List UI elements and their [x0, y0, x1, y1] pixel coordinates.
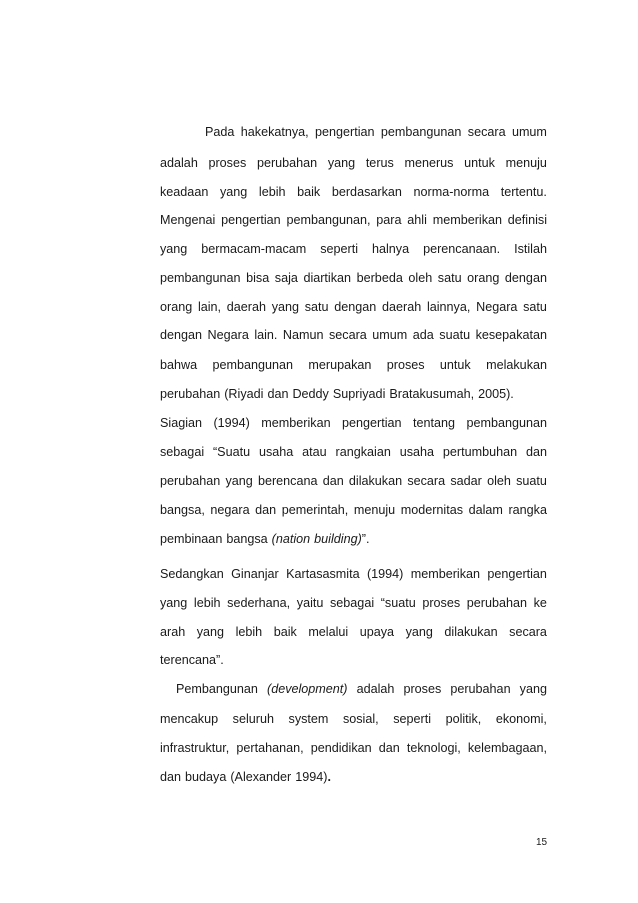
text-line	[160, 241, 547, 257]
word: berbeda	[356, 271, 403, 285]
word: yaitu	[296, 596, 324, 610]
word: secara	[407, 474, 446, 488]
word: diartikan	[303, 271, 352, 285]
word: bermacam-macam	[201, 242, 307, 256]
word: lain,	[197, 300, 222, 314]
word: proses	[208, 156, 247, 170]
word: dan	[267, 387, 289, 401]
word: infrastruktur,	[160, 741, 230, 755]
word: dan	[378, 741, 400, 755]
word: upaya	[359, 625, 395, 639]
word: melalui	[308, 625, 349, 639]
word: dengan	[160, 328, 203, 342]
word: Istilah	[514, 242, 547, 256]
word: sebagai	[330, 596, 375, 610]
word: halnya	[372, 242, 410, 256]
word: pengertian	[487, 567, 547, 581]
text-line	[160, 212, 547, 228]
word: yang	[160, 596, 188, 610]
text-line	[160, 444, 547, 460]
word: usaha	[399, 445, 435, 459]
word: ada	[412, 328, 434, 342]
word: yang	[519, 682, 547, 696]
word: lebih	[193, 596, 221, 610]
word: Mengenai	[160, 213, 216, 227]
word: dan	[160, 770, 182, 784]
word: satu	[523, 300, 547, 314]
word: dalam	[468, 503, 503, 517]
word: lain.	[254, 328, 278, 342]
word: (development)	[267, 682, 348, 696]
word: Bratakusumah,	[389, 387, 475, 401]
word: dengan	[504, 271, 547, 285]
word: suatu	[439, 328, 471, 342]
word: satu	[437, 271, 462, 285]
word: arah	[160, 625, 186, 639]
word: menuju	[353, 503, 396, 517]
text-line	[160, 415, 547, 431]
word: building)”.	[314, 532, 370, 546]
word: keadaan	[160, 185, 209, 199]
text-line	[160, 502, 547, 518]
word: saja	[274, 271, 298, 285]
word: daerah	[382, 300, 422, 314]
text-line	[160, 184, 547, 200]
word: teknologi,	[406, 741, 461, 755]
text-line	[160, 531, 547, 547]
word: kesepakatan	[475, 328, 547, 342]
word: orang	[467, 271, 500, 285]
word: adalah	[160, 156, 198, 170]
word: pengertian	[342, 416, 402, 430]
word: (nation	[271, 532, 311, 546]
word: pembangunan,	[286, 213, 371, 227]
word: memberikan	[432, 213, 502, 227]
word: yang	[327, 156, 356, 170]
word: pertumbuhan	[442, 445, 518, 459]
word: baik	[297, 185, 321, 199]
word: perubahan	[466, 596, 528, 610]
word: sebagai	[160, 445, 205, 459]
word: (1994)	[366, 567, 404, 581]
word: yang	[271, 300, 300, 314]
word: yang	[405, 625, 433, 639]
word: lebih	[235, 625, 263, 639]
word: seperti	[393, 712, 432, 726]
word: pendidikan	[310, 741, 372, 755]
word: pertahanan,	[236, 741, 304, 755]
word: perubahan	[160, 474, 221, 488]
word: politik,	[445, 712, 482, 726]
word: perubahan	[256, 156, 318, 170]
text-line	[160, 299, 547, 315]
word: ahli	[407, 213, 427, 227]
word: seluruh	[232, 712, 274, 726]
word: umum	[372, 328, 408, 342]
word: tertentu.	[500, 185, 547, 199]
word: oleh	[487, 474, 511, 488]
word: dan	[255, 503, 277, 517]
word: system	[288, 712, 329, 726]
word: proses	[422, 596, 461, 610]
word: sederhana,	[227, 596, 291, 610]
word: umum	[511, 125, 547, 139]
word: bisa	[246, 271, 270, 285]
word: tentang	[413, 416, 456, 430]
word: kelembagaan,	[467, 741, 547, 755]
word: “suatu	[380, 596, 416, 610]
word: pembangunan	[212, 358, 294, 372]
word: Negara	[207, 328, 249, 342]
word: menuju	[505, 156, 547, 170]
word: budaya	[185, 770, 227, 784]
word: pembangunan	[466, 416, 547, 430]
word: bahwa	[160, 358, 198, 372]
word: Namun	[282, 328, 324, 342]
word: “Suatu	[212, 445, 251, 459]
word: terencana”.	[160, 653, 224, 667]
word: (Riyadi	[224, 387, 264, 401]
word: usaha	[258, 445, 294, 459]
word: secara	[509, 625, 547, 639]
word: pengertian	[315, 125, 375, 139]
text-line	[160, 566, 547, 582]
word: secara	[329, 328, 367, 342]
page-number: 15	[536, 837, 548, 848]
word: terus	[365, 156, 394, 170]
word: Deddy	[292, 387, 329, 401]
word: atau	[302, 445, 327, 459]
word: ke	[533, 596, 547, 610]
word: norma-norma	[413, 185, 490, 199]
word: perubahan	[160, 387, 221, 401]
word: ekonomi,	[495, 712, 547, 726]
word: yang	[196, 625, 225, 639]
word: para	[376, 213, 402, 227]
word: Supriyadi	[332, 387, 386, 401]
word: pemerintah,	[281, 503, 349, 517]
text-line	[205, 124, 547, 140]
text-line	[176, 681, 547, 697]
word: daerah	[226, 300, 266, 314]
text-line	[160, 155, 547, 171]
word: orang	[160, 300, 193, 314]
text-line	[160, 652, 547, 668]
word: 1994).	[295, 770, 331, 784]
word: pembinaan	[160, 532, 223, 546]
text-line	[160, 624, 547, 640]
word: negara	[210, 503, 250, 517]
word: untuk	[439, 358, 471, 372]
word: adalah	[356, 682, 395, 696]
word: Ginanjar	[231, 567, 279, 581]
word: bangsa,	[160, 503, 205, 517]
word: (1994)	[213, 416, 250, 430]
word: Sedangkan	[160, 567, 224, 581]
word: yang	[219, 185, 248, 199]
word: Kartasasmita	[286, 567, 360, 581]
word: hakekatnya,	[240, 125, 309, 139]
word: modernitas	[400, 503, 464, 517]
word: secara	[467, 125, 506, 139]
word: seperti	[320, 242, 359, 256]
text-line	[160, 740, 547, 756]
word: satu	[304, 300, 329, 314]
word: suatu	[516, 474, 547, 488]
word: memberikan	[410, 567, 481, 581]
word: perubahan	[450, 682, 511, 696]
word: berdasarkan	[331, 185, 402, 199]
word: menerus	[404, 156, 454, 170]
word: pembangunan	[160, 271, 241, 285]
word: rangka	[508, 503, 547, 517]
text-line	[160, 473, 547, 489]
word: perencanaan.	[423, 242, 501, 256]
word: proses	[403, 682, 442, 696]
word: melakukan	[486, 358, 547, 372]
word: sadar	[450, 474, 482, 488]
word: lainnya,	[426, 300, 471, 314]
word: Negara	[476, 300, 518, 314]
word: untuk	[464, 156, 495, 170]
word: dilakukan	[348, 474, 403, 488]
text-line	[160, 357, 547, 373]
word: 2005).	[478, 387, 514, 401]
word: pembangunan	[380, 125, 462, 139]
word: (Alexander	[230, 770, 292, 784]
text-line	[160, 595, 547, 611]
word: merupakan	[308, 358, 372, 372]
word: mencakup	[160, 712, 219, 726]
word: pengertian	[221, 213, 281, 227]
word: dan	[322, 474, 344, 488]
word: lebih	[258, 185, 286, 199]
word: rangkaian	[335, 445, 391, 459]
text-line	[160, 327, 547, 343]
word: Siagian	[160, 416, 203, 430]
word: berencana	[257, 474, 318, 488]
word: bangsa	[226, 532, 268, 546]
word: proses	[386, 358, 425, 372]
word: baik	[273, 625, 297, 639]
word: dengan	[334, 300, 377, 314]
word: yang	[160, 242, 188, 256]
word: Pada	[205, 125, 235, 139]
word: yang	[225, 474, 253, 488]
text-line	[160, 270, 547, 286]
text-line	[160, 711, 547, 727]
word: sosial,	[342, 712, 379, 726]
text-line	[160, 769, 547, 785]
word: memberikan	[261, 416, 331, 430]
word: oleh	[408, 271, 433, 285]
text-line	[160, 386, 547, 402]
word: dilakukan	[444, 625, 498, 639]
word: definisi	[507, 213, 547, 227]
word: Pembangunan	[176, 682, 258, 696]
word: dan	[525, 445, 547, 459]
